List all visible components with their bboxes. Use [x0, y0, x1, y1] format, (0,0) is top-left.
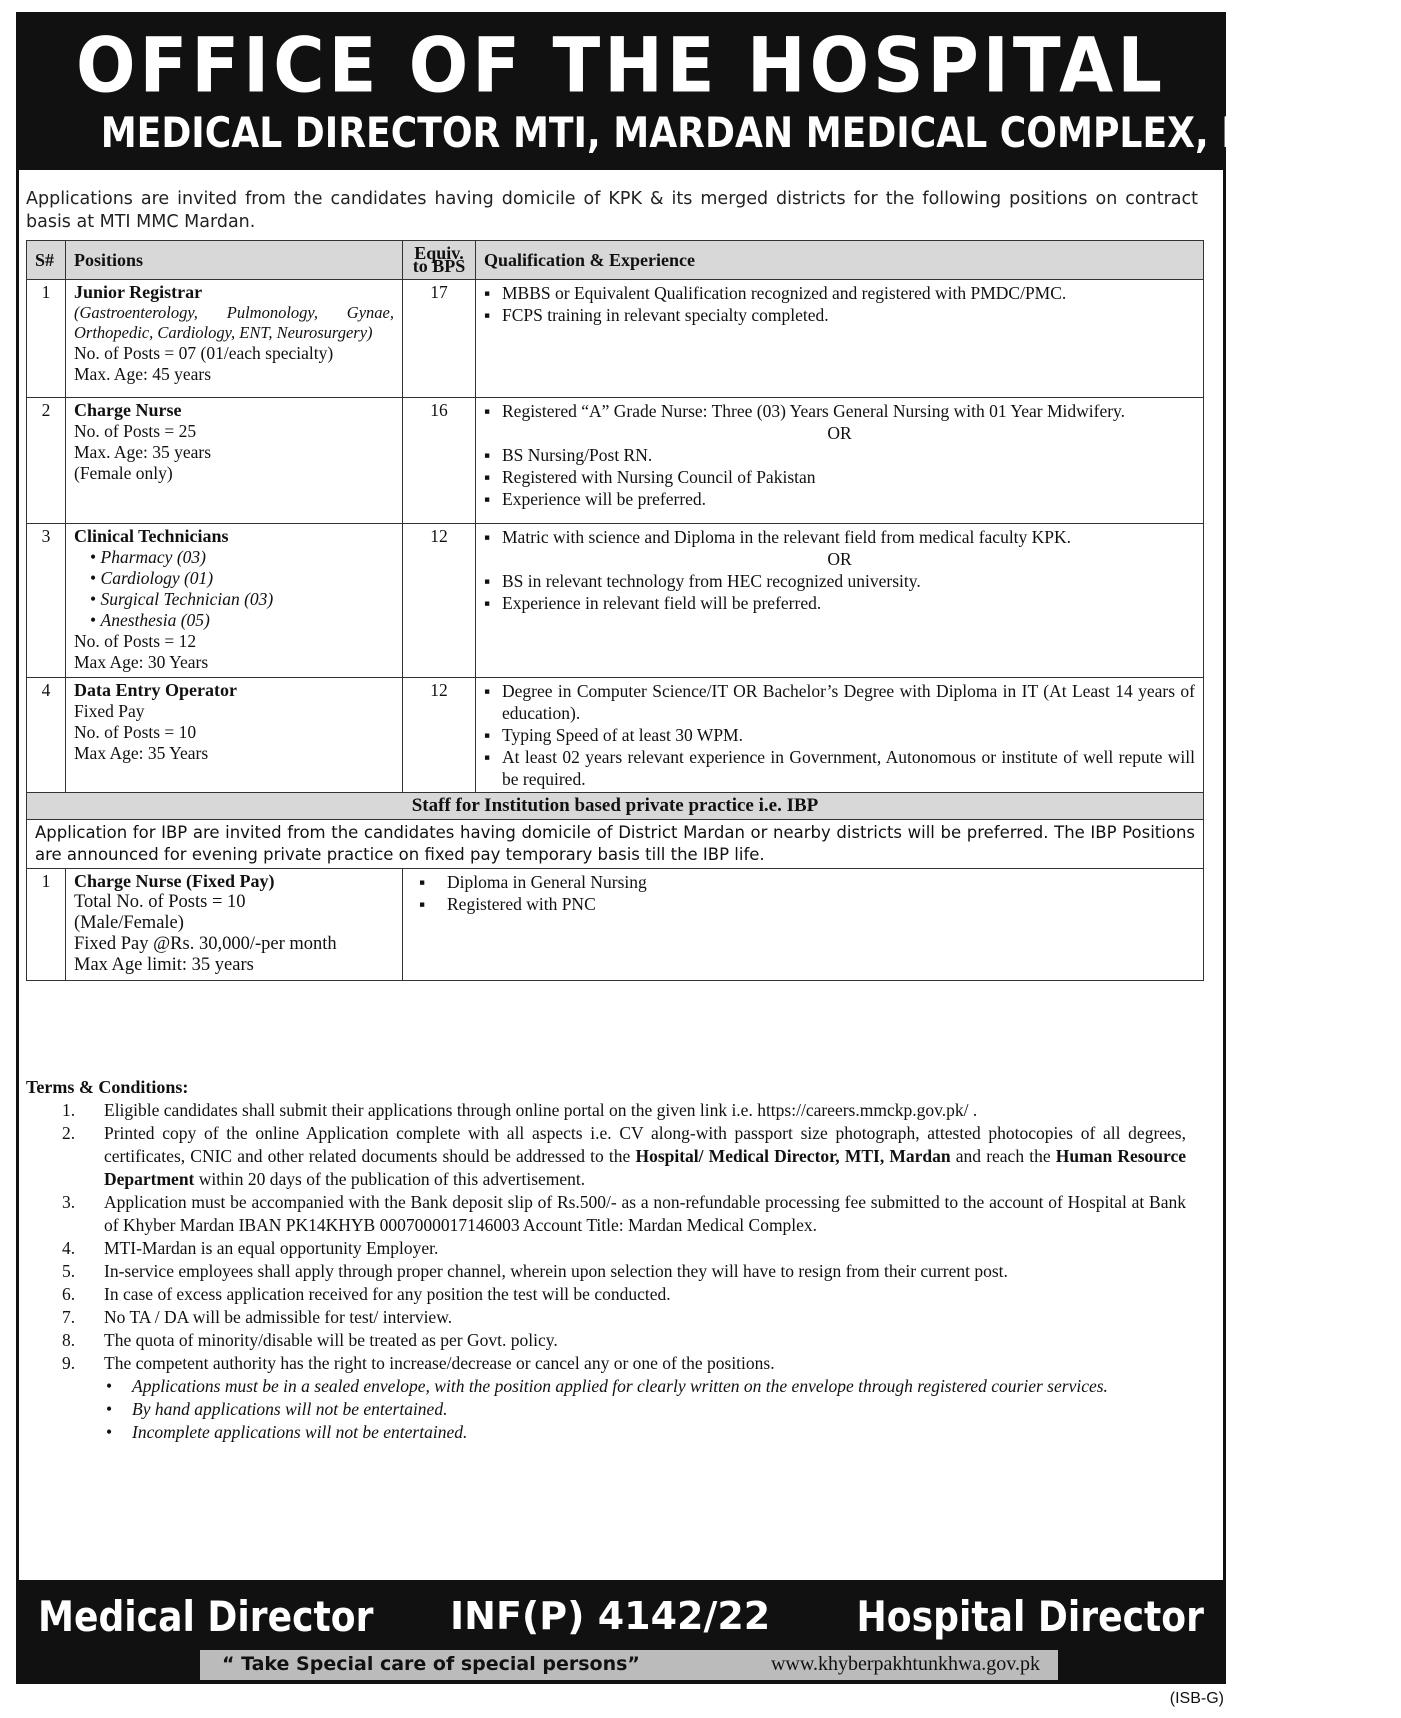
qualification-cell	[476, 524, 1204, 678]
qualification-item: ▪ Diploma in General Nursing	[419, 871, 1195, 893]
term-text: Application must be accompanied with the Bank deposit slip of Rs.500/- as a non-refundable processing fee submitted to the account of Hospital at Bank of Khyber Mardan IBAN PK14KHYB 0007000017146003 Account Title: Mardan Medical Complex.	[104, 1192, 1186, 1235]
qualification-item: ▪ Matric with science and Diploma in the relevant field from medical faculty KPK.	[484, 526, 1195, 548]
position-posts: No. of Posts = 25	[74, 421, 197, 441]
term-text: In-service employees shall apply through proper channel, wherein upon selection they will have to resign from their current post.	[104, 1261, 1008, 1281]
position-posts: No. of Posts = 12	[74, 631, 197, 651]
term-text: MTI-Mardan is an equal opportunity Employer.	[104, 1238, 439, 1258]
term-item: 7. No TA / DA will be admissible for test/ interview.	[62, 1307, 453, 1327]
terms-bullets	[26, 1375, 1186, 1444]
term-item: 5. In-service employees shall apply through proper channel, wherein upon selection they will have to resign from their current post.	[62, 1261, 1008, 1281]
office-subtitle: MEDICAL DIRECTOR MTI, MARDAN MEDICAL COMPLEX, MARDAN	[100, 108, 1401, 157]
row-sn: 3	[27, 524, 66, 678]
qualification-item: ▪ Registered “A” Grade Nurse: Three (03) Years General Nursing with 01 Year Midwifery.	[484, 400, 1195, 422]
position-title: Junior Registrar	[74, 282, 203, 302]
position-title: Data Entry Operator	[74, 680, 237, 700]
qualification-item: ▪ BS in relevant technology from HEC recognized university.	[484, 570, 1195, 592]
or-separator: OR	[827, 423, 852, 443]
specialty-item: • Surgical Technician (03)	[90, 589, 394, 610]
position-age: Max Age limit: 35 years	[74, 955, 254, 975]
terms-list	[26, 1099, 1186, 1375]
ad-reference-number: INF(P) 4142/22	[450, 1594, 771, 1638]
qualification-item: ▪ BS Nursing/Post RN.	[484, 444, 1195, 466]
specialty-item: • Anesthesia (05)	[90, 610, 394, 631]
table-row	[27, 869, 1204, 981]
term-bullet: • Applications must be in a sealed envelope, with the position applied for clearly written on the envelope through registered courier services.	[132, 1375, 1186, 1398]
position-posts: No. of Posts = 10	[74, 722, 197, 742]
intro-text: Applications are invited from the candidates having domicile of KPK & its merged districts for the following positions on contract basis at MTI MMC Mardan.	[26, 189, 1198, 232]
position-posts: No. of Posts = 07 (01/each specialty)	[74, 343, 334, 363]
term-item: 6. In case of excess application received for any position the test will be conducted.	[62, 1284, 671, 1304]
term-item: 8. The quota of minority/disable will be treated as per Govt. policy.	[62, 1330, 558, 1350]
footer-banner	[16, 1580, 1226, 1684]
qualification-cell	[476, 398, 1204, 524]
position-cell	[66, 678, 403, 793]
terms-title: Terms & Conditions:	[26, 1077, 189, 1097]
table-row	[27, 678, 1204, 793]
row-sn: 4	[27, 678, 66, 793]
term-item: 1. Eligible candidates shall submit their applications through online portal on the given link i.e. https://careers.mmckp.gov.pk/ .	[62, 1100, 978, 1120]
position-age: Max. Age: 45 years	[74, 364, 212, 384]
ibp-intro-row	[27, 820, 1204, 869]
col-header-qualification: Qualification & Experience	[476, 241, 1204, 280]
position-cell	[66, 869, 403, 981]
ibp-intro: Application for IBP are invited from the candidates having domicile of District Mardan or nearby districts will be preferred. The IBP Positions are announced for evening private practice on fixed pay temporary basis till the IBP life.	[27, 820, 1204, 869]
position-cell	[66, 524, 403, 678]
term-text: The quota of minority/disable will be treated as per Govt. policy.	[104, 1330, 558, 1350]
table-row	[27, 524, 1204, 678]
row-sn: 1	[27, 869, 66, 981]
qualification-item: ▪ At least 02 years relevant experience in Government, Autonomous or institute of well repute will be required.	[484, 746, 1195, 790]
term-text: In case of excess application received for any position the test will be conducted.	[104, 1284, 671, 1304]
qualification-item: ▪ MBBS or Equivalent Qualification recognized and registered with PMDC/PMC.	[484, 282, 1195, 304]
position-bps: 12	[403, 678, 476, 793]
slogan-text: “ Take Special care of special persons”	[222, 1653, 640, 1675]
term-item: 9. The competent authority has the right to increase/decrease or cancel any or one of the positions.	[62, 1353, 775, 1373]
medical-director-signatory: Medical Director	[38, 1592, 374, 1641]
col-header-sn: S#	[27, 241, 66, 280]
position-cell	[66, 398, 403, 524]
term-text: Printed copy of the online Application complete with all aspects i.e. CV along-with passport size photograph, attested photocopies of all degrees, certificates, CNIC and other related documents should be addressed to the	[104, 1123, 1186, 1166]
col-header-bps: Equiv. to BPS	[403, 241, 476, 280]
qualification-item: ▪ Registered with Nursing Council of Pakistan	[484, 466, 1195, 488]
qualification-cell	[476, 678, 1204, 793]
qualification-item: ▪ Registered with PNC	[419, 893, 1195, 915]
term-text: Eligible candidates shall submit their applications through online portal on the given link i.e. https://careers.mmckp.gov.pk/ .	[104, 1100, 978, 1120]
qualification-item: ▪ Experience will be preferred.	[484, 488, 1195, 510]
row-sn: 2	[27, 398, 66, 524]
term-text: No TA / DA will be admissible for test/ interview.	[104, 1307, 453, 1327]
position-pay: Fixed Pay @Rs. 30,000/-per month	[74, 934, 337, 954]
position-title: Charge Nurse (Fixed Pay)	[74, 871, 275, 891]
position-note: (Female only)	[74, 463, 173, 483]
slogan-bar	[200, 1650, 1058, 1680]
specialty-item: • Cardiology (01)	[90, 568, 394, 589]
position-posts: Total No. of Posts = 10	[74, 892, 246, 912]
specialty-item: • Pharmacy (03)	[90, 547, 394, 568]
position-cell	[66, 280, 403, 398]
col-header-positions: Positions	[66, 241, 403, 280]
qualification-item: ▪ Experience in relevant field will be preferred.	[484, 592, 1195, 614]
table-row	[27, 398, 1204, 524]
position-bps: 16	[403, 398, 476, 524]
position-bps: 17	[403, 280, 476, 398]
term-bullet: • By hand applications will not be entertained.	[132, 1398, 1186, 1421]
term-text: The competent authority has the right to increase/decrease or cancel any or one of the positions.	[104, 1353, 775, 1373]
qualification-item: ▪ Typing Speed of at least 30 WPM.	[484, 724, 1195, 746]
office-title: OFFICE OF THE HOSPITAL	[76, 21, 1166, 110]
term-bold-department: Human Resource Department	[104, 1146, 1187, 1189]
website-url: www.khyberpakhtunkhwa.gov.pk	[770, 1653, 1040, 1675]
position-age: Max Age: 35 Years	[74, 743, 209, 763]
table-row	[27, 280, 1204, 398]
specialty-list	[74, 547, 394, 631]
ibp-heading-row	[27, 793, 1204, 820]
term-item: 3. Application must be accompanied with the Bank deposit slip of Rs.500/- as a non-refundable processing fee submitted to the account of Hospital at Bank of Khyber Mardan IBAN PK14KHYB 0007000017146003 Account Title: Mardan Medical Complex.	[62, 1192, 1186, 1235]
publication-code: (ISB-G)	[1169, 1690, 1224, 1707]
row-sn: 1	[27, 280, 66, 398]
term-item: 2. Printed copy of the online Application complete with all aspects i.e. CV along-with passport size photograph, attested photocopies of all degrees, certificates, CNIC and other related documents should be addressed to the Hospital/ Medical Director, MTI, Mardan and reach the Human Resource Department within 20 days of the publication of this advertisement.	[62, 1123, 1187, 1189]
position-age: Max Age: 30 Years	[74, 652, 209, 672]
position-gender: (Male/Female)	[74, 913, 184, 933]
term-text: and reach the	[950, 1146, 1056, 1166]
qualification-cell	[476, 280, 1204, 398]
ibp-heading: Staff for Institution based private practice i.e. IBP	[27, 793, 1204, 820]
position-age: Max. Age: 35 years	[74, 442, 212, 462]
header-banner	[16, 12, 1401, 170]
table-header-row	[27, 241, 1204, 280]
or-separator: OR	[827, 549, 852, 569]
term-bullet: • Incomplete applications will not be entertained.	[132, 1421, 1186, 1444]
term-bold-address: Hospital/ Medical Director, MTI, Mardan	[635, 1146, 951, 1166]
footer-signatories	[16, 1586, 1226, 1650]
positions-table	[26, 240, 1204, 981]
qualification-cell	[403, 869, 1204, 981]
position-pay: Fixed Pay	[74, 701, 145, 721]
terms-section	[26, 1076, 1186, 1444]
term-item: 4. MTI-Mardan is an equal opportunity Employer.	[62, 1238, 439, 1258]
position-title: Charge Nurse	[74, 400, 182, 420]
term-text: within 20 days of the publication of this advertisement.	[194, 1169, 586, 1189]
hospital-director-signatory: Hospital Director	[856, 1592, 1204, 1641]
position-specialties: (Gastroenterology, Pulmonology, Gynae, Orthopedic, Cardiology, ENT, Neurosurgery)	[74, 303, 394, 342]
position-bps: 12	[403, 524, 476, 678]
qualification-item: ▪ FCPS training in relevant specialty completed.	[484, 304, 1195, 326]
position-title: Clinical Technicians	[74, 526, 229, 546]
qualification-item: ▪ Degree in Computer Science/IT OR Bachelor’s Degree with Diploma in IT (At Least 14 years of education).	[484, 680, 1195, 724]
